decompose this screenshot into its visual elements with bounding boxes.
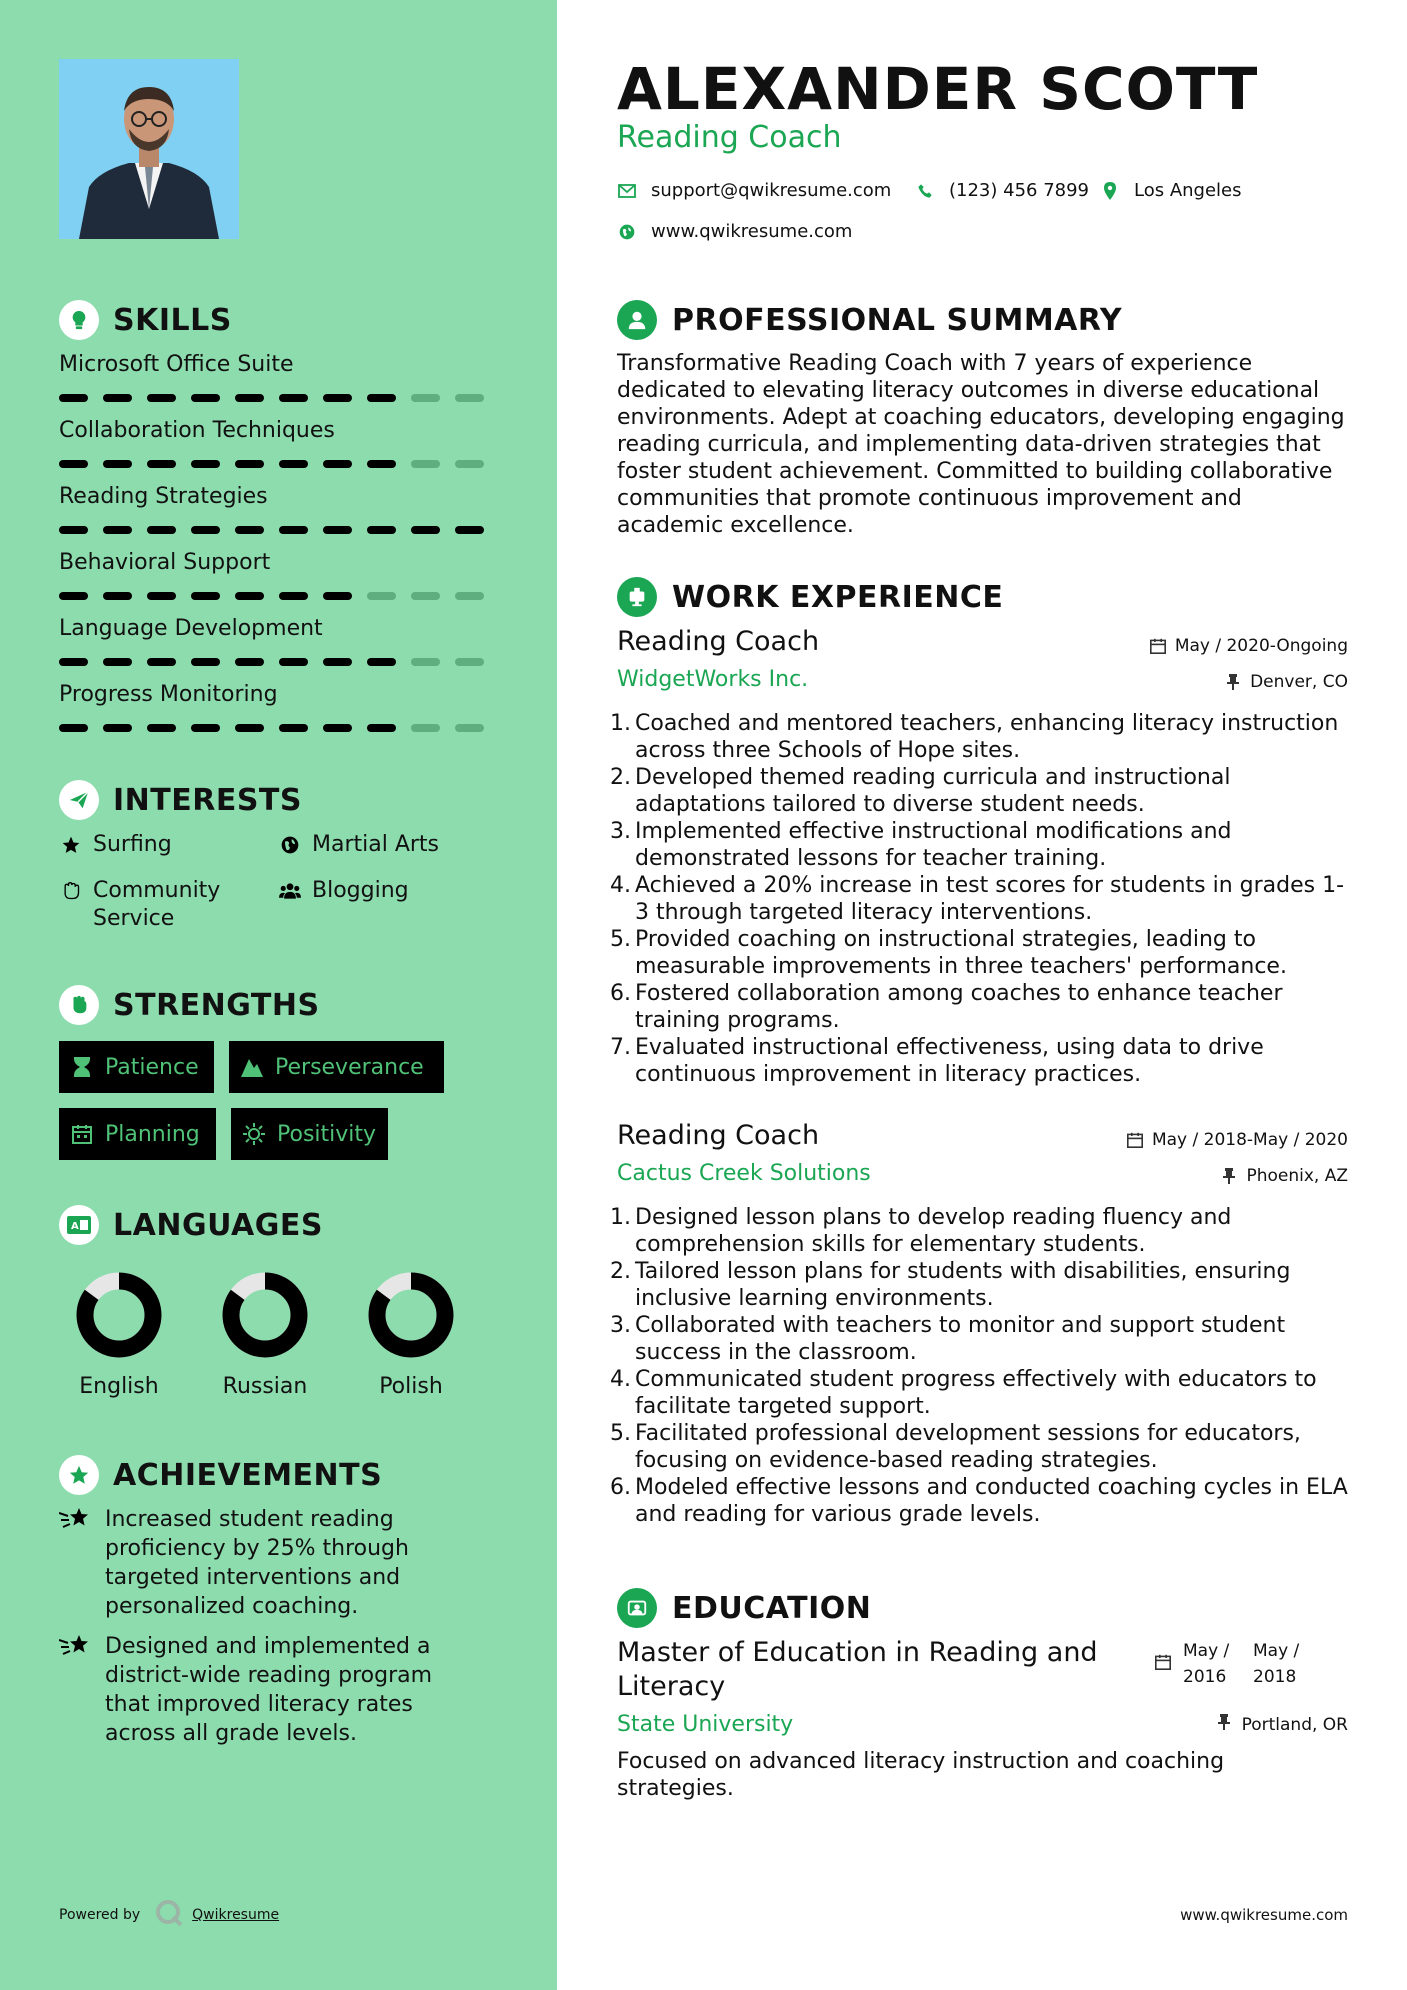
email-text: support@qwikresume.com: [651, 180, 892, 201]
duty-item: [610, 1312, 1350, 1366]
skill-segment: [411, 394, 440, 402]
map-pin-icon: [1100, 181, 1120, 201]
skill-name: Progress Monitoring: [59, 682, 278, 707]
summary-header: [617, 300, 1122, 340]
job-dates-text: May / 2020-Ongoing: [1174, 636, 1348, 656]
duty-item: [610, 1204, 1350, 1258]
phone-icon: [915, 181, 935, 201]
education-end-line1: May /: [1253, 1641, 1300, 1661]
skill-segment: [411, 724, 440, 732]
duty-item: [610, 764, 1350, 818]
skill-segment: [103, 592, 132, 600]
duty-item: [610, 1474, 1350, 1528]
skills-header: [59, 300, 232, 340]
duty-text: Achieved a 20% increase in test scores for students in grades 1-3 through targeted literacy interventions.: [635, 873, 1345, 925]
duty-number: 2.: [610, 765, 631, 790]
skill-segment: [323, 460, 352, 468]
skill-segment: [367, 394, 396, 402]
skill-item: [59, 548, 499, 600]
skill-name: Microsoft Office Suite: [59, 352, 294, 377]
skill-segment: [279, 526, 308, 534]
strength-label: Perseverance: [275, 1054, 424, 1080]
lightbulb-icon: [59, 300, 99, 340]
duty-item: [610, 818, 1350, 872]
interest-item: [278, 831, 439, 859]
skill-segment: [235, 592, 264, 600]
duty-number: 7.: [610, 1035, 631, 1060]
languages-title: LANGUAGES: [113, 1207, 323, 1243]
skill-segment: [235, 724, 264, 732]
contact-website[interactable]: [617, 221, 852, 242]
skill-bar: [59, 724, 499, 732]
skill-bar: [59, 592, 499, 600]
skill-name: Reading Strategies: [59, 484, 268, 509]
skill-segment: [59, 724, 88, 732]
interests-title: INTERESTS: [113, 782, 302, 818]
summary-text: Transformative Reading Coach with 7 years of experience dedicated to elevating literacy outcomes in diverse educational environments. Adept at coaching educators, developing engaging reading curricula, and implementing data-driven strategies that foster student achievement. Committed to building collaborative communities that promote continuous improvement and academic excellence.: [617, 351, 1345, 538]
degree-title: Master of Education in Reading and Literacy: [617, 1637, 1098, 1702]
skill-name: Collaboration Techniques: [59, 418, 335, 443]
translate-icon: [59, 1205, 99, 1245]
job-company: WidgetWorks Inc.: [617, 667, 809, 692]
achievement-text: Increased student reading proficiency by 25% through targeted interventions and personalized coaching.: [105, 1507, 409, 1619]
education-start: [1183, 1638, 1253, 1690]
users-icon: [278, 877, 302, 905]
interest-label: Community Service: [93, 878, 221, 931]
job-title: Reading Coach: [617, 1120, 820, 1151]
skill-item: [59, 482, 499, 534]
interest-label: Surfing: [93, 832, 172, 857]
svg-text:A: A: [71, 1221, 79, 1232]
duty-number: 3.: [610, 1313, 631, 1338]
duty-number: 3.: [610, 819, 631, 844]
duty-item: [610, 1034, 1350, 1088]
calendar-icon: [71, 1123, 93, 1145]
user-icon: [617, 300, 657, 340]
education-dates: [1155, 1638, 1299, 1690]
languages-header: [59, 1205, 323, 1245]
job-title: Reading Coach: [617, 626, 820, 657]
duty-text: Collaborated with teachers to monitor and support student success in the classroom.: [635, 1313, 1286, 1365]
skill-segment: [235, 658, 264, 666]
skill-segment: [103, 460, 132, 468]
achievement-item: [59, 1505, 479, 1621]
skill-segment: [59, 592, 88, 600]
strength-tag: [231, 1108, 388, 1160]
skill-item: [59, 614, 499, 666]
language-donut: [366, 1270, 456, 1360]
duty-text: Communicated student progress effectively with educators to facilitate targeted support.: [635, 1367, 1317, 1419]
graduation-icon: [617, 1588, 657, 1628]
skill-segment: [367, 658, 396, 666]
pushpin-icon: [1220, 1167, 1238, 1185]
duty-item: [610, 710, 1350, 764]
interest-label: Blogging: [312, 878, 409, 903]
skill-segment: [103, 724, 132, 732]
skill-segment: [279, 460, 308, 468]
calendar-icon: [1126, 1131, 1144, 1149]
skill-segment: [147, 658, 176, 666]
job-dates-text: May / 2018-May / 2020: [1151, 1130, 1348, 1150]
powered-by-label: Powered by: [59, 1907, 141, 1923]
education-start-line2: 2016: [1183, 1667, 1227, 1687]
calendar-icon: [1149, 637, 1167, 655]
education-description: Focused on advanced literacy instruction and coaching strategies.: [617, 1749, 1225, 1801]
skill-item: [59, 416, 499, 468]
school-name: State University: [617, 1712, 794, 1737]
globe-icon: [278, 831, 302, 859]
skill-segment: [191, 460, 220, 468]
job-location-text: Phoenix, AZ: [1246, 1166, 1348, 1186]
duty-number: 1.: [610, 1205, 631, 1230]
duty-text: Fostered collaboration among coaches to enhance teacher training programs.: [635, 981, 1283, 1033]
duty-number: 4.: [610, 873, 631, 898]
shooting-star-icon: [59, 1632, 91, 1664]
education-location-text: Portland, OR: [1241, 1714, 1348, 1735]
skill-bar: [59, 526, 499, 534]
skill-segment: [367, 460, 396, 468]
achievements-header: [59, 1455, 382, 1495]
skill-bar: [59, 658, 499, 666]
skill-segment: [411, 658, 440, 666]
summary-title: PROFESSIONAL SUMMARY: [672, 302, 1123, 338]
skill-segment: [191, 592, 220, 600]
skills-title: SKILLS: [113, 302, 232, 338]
sun-icon: [243, 1123, 265, 1145]
strength-label: Positivity: [277, 1121, 377, 1147]
duty-number: 4.: [610, 1367, 631, 1392]
language-item: [59, 1270, 179, 1399]
hand-icon: [59, 877, 83, 905]
duty-number: 5.: [610, 927, 631, 952]
interest-item: [59, 877, 249, 933]
skill-segment: [323, 592, 352, 600]
job-location: [1220, 1166, 1348, 1186]
skill-segment: [59, 526, 88, 534]
phone-text: (123) 456 7899: [949, 180, 1090, 201]
duty-number: 6.: [610, 981, 631, 1006]
skill-segment: [103, 394, 132, 402]
duty-item: [610, 1420, 1350, 1474]
location-text: Los Angeles: [1134, 180, 1242, 201]
skill-name: Language Development: [59, 616, 323, 641]
duty-item: [610, 872, 1350, 926]
skill-segment: [455, 592, 484, 600]
duty-number: 1.: [610, 711, 631, 736]
skill-segment: [235, 394, 264, 402]
language-label: English: [79, 1374, 159, 1399]
pushpin-icon: [1224, 673, 1242, 691]
skill-segment: [455, 460, 484, 468]
language-label: Russian: [222, 1374, 308, 1399]
achievement-text: Designed and implemented a district-wide reading program that improved literacy rates across all grade levels.: [105, 1634, 433, 1746]
contact-email[interactable]: [617, 180, 891, 201]
skill-item: [59, 680, 499, 732]
strength-tag: [229, 1041, 444, 1093]
skill-segment: [367, 592, 396, 600]
calendar-icon: [1155, 1638, 1173, 1690]
skill-segment: [411, 592, 440, 600]
skill-segment: [279, 724, 308, 732]
job-location: [1224, 672, 1348, 692]
duty-text: Modeled effective lessons and conducted coaching cycles in ELA and reading for various grade levels.: [635, 1475, 1348, 1527]
skill-segment: [147, 592, 176, 600]
skill-segment: [279, 658, 308, 666]
duty-number: 2.: [610, 1259, 631, 1284]
duty-text: Developed themed reading curricula and instructional adaptations tailored to diverse student needs.: [635, 765, 1231, 817]
candidate-role: Reading Coach: [617, 120, 842, 155]
skill-segment: [411, 526, 440, 534]
envelope-icon: [617, 181, 637, 201]
duty-item: [610, 980, 1350, 1034]
pushpin-icon: [1218, 1714, 1236, 1735]
education-location: [1218, 1714, 1348, 1735]
skill-name: Behavioral Support: [59, 550, 271, 575]
skill-segment: [455, 724, 484, 732]
skill-segment: [279, 394, 308, 402]
skill-segment: [59, 658, 88, 666]
skill-segment: [191, 394, 220, 402]
skill-segment: [411, 460, 440, 468]
education-end: [1253, 1638, 1299, 1690]
education-start-line1: May /: [1183, 1641, 1230, 1661]
education-end-line2: 2018: [1253, 1667, 1297, 1687]
language-item: [205, 1270, 325, 1399]
skill-segment: [103, 526, 132, 534]
skill-segment: [191, 526, 220, 534]
skill-segment: [455, 658, 484, 666]
duty-text: Tailored lesson plans for students with disabilities, ensuring inclusive learning environments.: [635, 1259, 1291, 1311]
experience-title: WORK EXPERIENCE: [672, 579, 1004, 615]
skill-segment: [59, 394, 88, 402]
job-dates: [1126, 1130, 1348, 1150]
profile-photo: [59, 59, 239, 239]
job-location-text: Denver, CO: [1250, 672, 1348, 692]
candidate-name: ALEXANDER SCOTT: [617, 55, 1259, 123]
interest-label: Martial Arts: [312, 832, 440, 857]
paper-plane-icon: [59, 780, 99, 820]
skill-segment: [279, 592, 308, 600]
job-dates: [1149, 636, 1348, 656]
footer-website[interactable]: www.qwikresume.com: [1180, 1906, 1348, 1924]
language-item: [351, 1270, 471, 1399]
duty-text: Implemented effective instructional modifications and demonstrated lessons for teacher training.: [635, 819, 1232, 871]
skill-segment: [191, 724, 220, 732]
achievements-title: ACHIEVEMENTS: [113, 1457, 383, 1493]
strengths-title: STRENGTHS: [113, 987, 320, 1023]
language-label: Polish: [379, 1374, 443, 1399]
job-duties: [610, 1204, 1350, 1528]
skill-segment: [147, 724, 176, 732]
skill-segment: [367, 724, 396, 732]
strength-tag: [59, 1041, 214, 1093]
skill-segment: [147, 394, 176, 402]
skill-segment: [235, 526, 264, 534]
skill-segment: [455, 526, 484, 534]
skill-bar: [59, 460, 499, 468]
briefcase-icon: [617, 577, 657, 617]
hiking-icon: [241, 1056, 263, 1078]
achievement-item: [59, 1632, 479, 1748]
website-text: www.qwikresume.com: [651, 221, 853, 242]
duty-number: 5.: [610, 1421, 631, 1446]
skill-segment: [147, 460, 176, 468]
qwikresume-logo-icon: [154, 1898, 184, 1932]
fist-icon: [59, 985, 99, 1025]
skill-segment: [323, 394, 352, 402]
skill-segment: [191, 658, 220, 666]
skill-segment: [323, 724, 352, 732]
job-duties: [610, 710, 1350, 1088]
duty-number: 6.: [610, 1475, 631, 1500]
interest-item: [59, 831, 172, 859]
duty-item: [610, 926, 1350, 980]
skill-segment: [455, 394, 484, 402]
language-donut: [220, 1270, 310, 1360]
education-title: EDUCATION: [672, 1590, 872, 1626]
skill-item: [59, 350, 499, 402]
education-header: [617, 1588, 871, 1628]
skill-bar: [59, 394, 499, 402]
duty-text: Designed lesson plans to develop reading fluency and comprehension skills for elementary students.: [635, 1205, 1232, 1257]
experience-header: [617, 577, 1003, 617]
duty-item: [610, 1258, 1350, 1312]
language-donut: [74, 1270, 164, 1360]
skill-segment: [367, 526, 396, 534]
globe-icon: [617, 222, 637, 242]
skill-segment: [235, 460, 264, 468]
strength-tag: [59, 1108, 216, 1160]
shooting-star-icon: [59, 1505, 91, 1537]
duty-text: Provided coaching on instructional strategies, leading to measurable improvements in three teachers' performance.: [635, 927, 1287, 979]
duty-item: [610, 1366, 1350, 1420]
strength-label: Patience: [105, 1054, 199, 1080]
contact-phone[interactable]: [915, 180, 1089, 201]
skill-segment: [59, 460, 88, 468]
skill-segment: [147, 526, 176, 534]
skill-segment: [323, 526, 352, 534]
award-star-icon: [59, 1455, 99, 1495]
contact-location: [1100, 180, 1242, 201]
duty-text: Facilitated professional development sessions for educators, focusing on evidence-based reading strategies.: [635, 1421, 1301, 1473]
strengths-header: [59, 985, 320, 1025]
powered-by: [59, 1898, 279, 1932]
duty-text: Evaluated instructional effectiveness, using data to drive continuous improvement in literacy practices.: [635, 1035, 1264, 1087]
skill-segment: [103, 658, 132, 666]
qwikresume-link[interactable]: Qwikresume: [192, 1907, 280, 1923]
hourglass-icon: [71, 1056, 93, 1078]
sidebar: [0, 0, 557, 1990]
interests-header: [59, 780, 302, 820]
duty-text: Coached and mentored teachers, enhancing literacy instruction across three Schools of Hope sites.: [635, 711, 1339, 763]
skill-segment: [323, 658, 352, 666]
interest-item: [278, 877, 409, 905]
strength-label: Planning: [105, 1121, 200, 1147]
star-icon: [59, 831, 83, 859]
job-company: Cactus Creek Solutions: [617, 1161, 871, 1186]
